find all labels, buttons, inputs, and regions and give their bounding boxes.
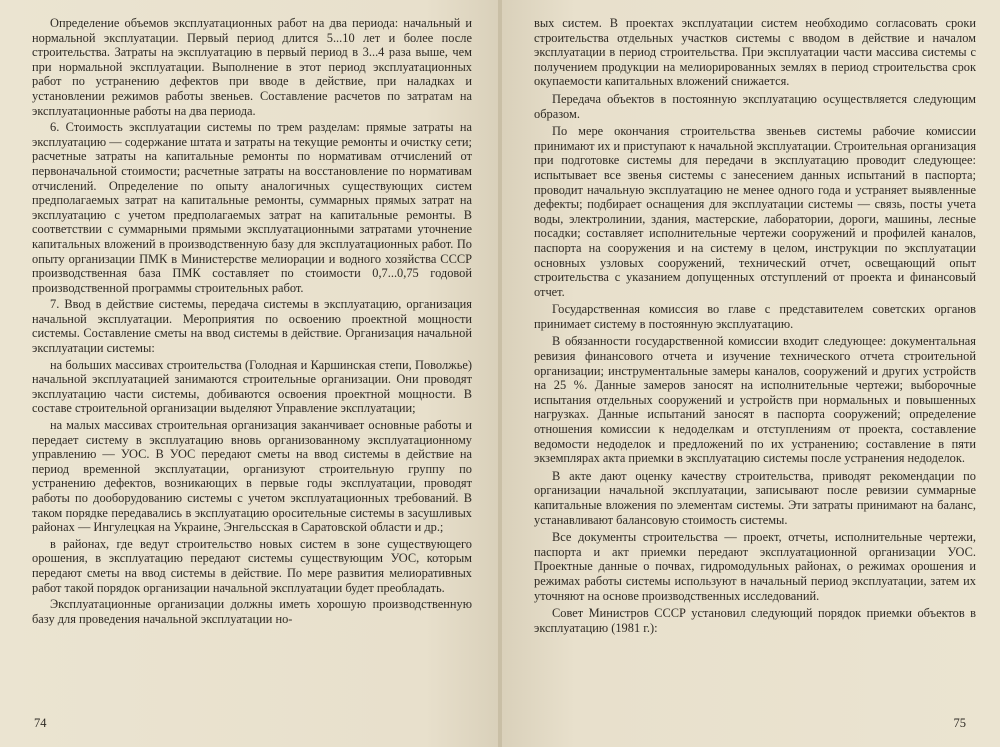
book-gutter	[498, 0, 502, 747]
paragraph: 6. Стоимость эксплуатации системы по трем разделам: прямые затраты на эксплуатацию — содержание штата и затраты на текущие ремонты и очистку сети; расчетные затраты на капитальные ремонты по нормативам отчислений от первоначальной стоимости; расчетные затраты на восстановление по нормативам отчислений. Определение по опыту аналогичных существующих систем предполагаемых затрат на капитальные ремонты, суммарных прямых затрат на эксплуатацию с учетом предполагаемых затрат на капитальные ремонты. В соответствии с суммарными прямыми эксплуатационными затратами уточнение капитальных вложений в производственную базу для эксплуатационных работ. По опыту организации ПМК в Министерстве мелиорации и водного хозяйства СССР производственная база ПМК составляет по стоимости 0,7...0,75 годовой производственной программы строительных работ.	[32, 120, 472, 295]
page-number-left: 74	[34, 716, 47, 730]
paragraph: Все документы строительства — проект, отчеты, исполнительные чертежи, паспорта и акт приемки передают эксплуатационной организации УОС. Проектные данные о почвах, гидромодульных районах, о режимах орошения и режимах работы системы используют в начальный период эксплуатации, затем их уточняют на основе производственных исследований.	[534, 530, 976, 603]
paragraph: Совет Министров СССР установил следующий порядок приемки объектов в эксплуатацию (1981 г.):	[534, 606, 976, 635]
right-page	[500, 0, 1000, 747]
page-number-right: 75	[953, 716, 966, 730]
paragraph: на больших массивах строительства (Голодная и Каршинская степи, Поволжье) начальной эксплуатацией занимаются строительные организации. Они проводят эксплуатацию части системы, добиваются освоения проектной мощности. В составе строительной организации выделяют Управление эксплуатации;	[32, 357, 472, 416]
paragraph: По мере окончания строительства звеньев системы рабочие комиссии принимают их и приступают к начальной эксплуатации. Строительная организация при подготовке системы для передачи в эксплуатацию проводит следующее: испытывает все звенья системы с занесением данных испытаний в паспорта; проводит начальную эксплуатацию не менее одного года и устраняет выявленные дефекты; подбирает оснащения для эксплуатации системы — связь, посты учета воды, электролинии, здания, мастерские, лаборатории, дороги, машины, лесные посадки; составляет исполнительные чертежи сооружений и профилей каналов, паспорта на сооружения и на систему в целом, инструкции по эксплуатации основных узловых сооружений, технический отчет, освещающий опыт строительства с указанием допущенных отступлений от проекта и финансовый отчет.	[534, 124, 977, 299]
paragraph: в районах, где ведут строительство новых систем в зоне существующего орошения, в эксплуатацию передают системы существующим УОС, которым передают сметы на ввод системы в действие. По мере развития мелиоративных работ такой порядок организации начальной эксплуатации будет преобладать.	[32, 536, 472, 595]
paragraph: Определение объемов эксплуатационных работ на два периода: начальный и нормальной эксплуатации. Первый период длится 5...10 лет и более после строительства. Затраты на эксплуатацию в первый период в 3...4 раза выше, чем при нормальной эксплуатации. Выполнение в этот период эксплуатационных работ по устранению дефектов при вводе в действие, при наладках и установлении режимов работы звеньев. Составление расчетов по затратам на эксплуатационные работы на два периода.	[32, 16, 472, 118]
paragraph: 7. Ввод в действие системы, передача системы в эксплуатацию, организация начальной эксплуатации. Мероприятия по освоению проектной мощности системы. Составление сметы на ввод системы в действие. Организация начальной эксплуатации системы:	[32, 297, 472, 356]
paragraph: В акте дают оценку качеству строительства, приводят рекомендации по организации начальной эксплуатации, записывают после ревизии суммарные капитальные вложения по элементам системы. Эти затраты принимают на баланс, устанавливают балансовую стоимость системы.	[534, 468, 976, 527]
paragraph: Передача объектов в постоянную эксплуатацию осуществляется следующим образом.	[534, 91, 976, 121]
paragraph: Государственная комиссия во главе с представителем советских органов принимает систему в постоянную эксплуатацию.	[534, 302, 976, 331]
paragraph: В обязанности государственной комиссии входит следующее: документальная ревизия финансового отчета и изучение технического отчета строительной организации; инструментальные замеры каналов, сооружений и других устройств на 25 %. Данные замеров заносят на исполнительные чертежи; выборочные испытания отдельных сооружений и устройств при нормальных и повышенных нагрузках. Данные испытаний заносят в паспорта сооружений; определение отношения комиссии к недоделкам и отступлениям от проекта, составление ведомости недоделок и предложений по их устранению; составление в пяти экземплярах акта приемки в эксплуатацию системы после устранения недоделок.	[534, 334, 976, 466]
paragraph: Эксплуатационные организации должны иметь хорошую производственную базу для проведения начальной эксплуатации но-	[32, 597, 472, 626]
left-page-body	[32, 16, 472, 626]
paragraph: вых систем. В проектах эксплуатации систем необходимо согласовать сроки строительства отдельных участков системы с вводом в действие и началом эксплуатации в период строительства. При эксплуатации части массива системы с получением продукции на мелиорированных землях в период строительства срок окупаемости капитальных вложений снижается.	[534, 16, 976, 89]
paragraph: на малых массивах строительная организация заканчивает основные работы и передает систему в эксплуатацию вновь организованному эксплуатационному управлению — УОС. В УОС передают сметы на ввод системы в действие на период временной эксплуатации, организуют строительную группу по устранению дефектов, возникающих в первые годы эксплуатации, проводят работы по дооборудованию системы с учетом эксплуатационных требований. В таком порядке передавались в эксплуатацию оросительные системы в засушливых районах — Ингулецкая на Украине, Энгельсская в Саратовской области и др.;	[32, 418, 472, 535]
right-page-body	[534, 16, 976, 635]
